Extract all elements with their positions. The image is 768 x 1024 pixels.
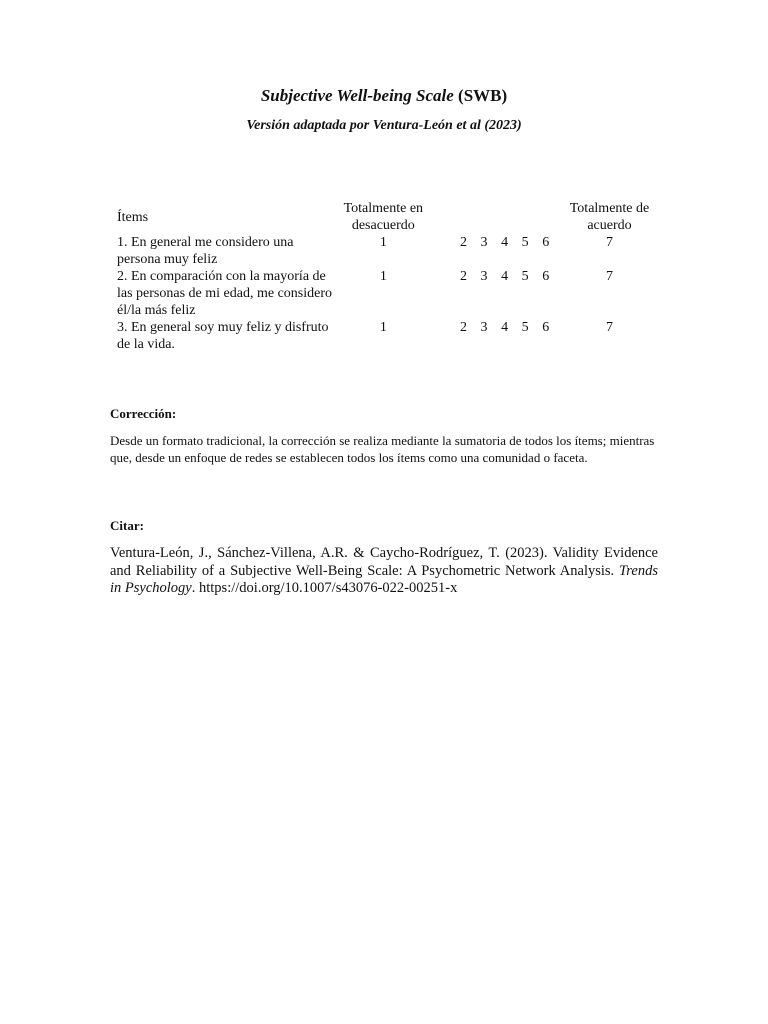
scale-point-6: 6 [542, 235, 550, 250]
scale-point-5: 5 [521, 235, 529, 250]
anchor-low-header: Totalmente en desacuerdo [343, 201, 424, 233]
scale-point-4: 4 [501, 320, 509, 335]
scale-point-2: 2 [459, 235, 467, 250]
scale-point-3: 3 [480, 320, 488, 335]
scale-point-4: 4 [501, 269, 509, 284]
scale-point-7: 7 [605, 235, 613, 250]
scale-point-4: 4 [501, 235, 509, 250]
item-text: 2. En comparación con la mayoría de las personas de mi edad, me considero él/la más feliz [117, 269, 332, 318]
citation-paragraph [110, 545, 658, 598]
scale-point-7: 7 [605, 269, 613, 284]
document-title [0, 86, 768, 106]
document-subtitle: Versión adaptada por Ventura-León et al (2023) [246, 118, 522, 133]
scale-point-2: 2 [459, 320, 467, 335]
table-row [113, 234, 663, 268]
scale-point-7: 7 [605, 320, 613, 335]
citation-authors: Ventura-León, J., Sánchez-Villena, A.R. & Caycho-Rodríguez, T. (2023). Validity Evidence and Reliability of a Subjective Well-Being Scale: A Psychometric Network Analysis. [110, 545, 658, 579]
citation-journal: Trends in Psychology [110, 562, 658, 596]
scale-table [113, 200, 663, 353]
scale-header-row [113, 200, 663, 234]
items-column-header: Ítems [117, 209, 149, 225]
title-scale-name: Subjective Well-being Scale [260, 86, 454, 105]
title-abbreviation: (SWB) [458, 86, 508, 105]
scale-point-6: 6 [542, 320, 550, 335]
scale-point-6: 6 [542, 269, 550, 284]
anchor-high-header: Totalmente de acuerdo [569, 201, 650, 233]
scale-point-1: 1 [379, 320, 387, 335]
scale-point-1: 1 [379, 235, 387, 250]
scale-point-3: 3 [480, 235, 488, 250]
citation-doi: . https://doi.org/10.1007/s43076-022-00251-x [191, 580, 458, 596]
correccion-heading: Corrección: [110, 406, 177, 421]
scale-point-2: 2 [459, 269, 467, 284]
scale-point-5: 5 [521, 269, 529, 284]
item-text: 3. En general soy muy feliz y disfruto de la vida. [117, 320, 329, 352]
item-text: 1. En general me considero una persona muy feliz [117, 235, 294, 267]
table-row [113, 268, 663, 319]
table-row [113, 319, 663, 353]
citar-heading: Citar: [110, 518, 144, 533]
scale-point-1: 1 [379, 269, 387, 284]
correccion-paragraph: Desde un formato tradicional, la corrección se realiza mediante la sumatoria de todos los ítems; mientras que, desde un enfoque de redes se establecen todos los ítems como una comunidad o faceta. [110, 433, 655, 465]
scale-point-3: 3 [480, 269, 488, 284]
scale-point-5: 5 [521, 320, 529, 335]
